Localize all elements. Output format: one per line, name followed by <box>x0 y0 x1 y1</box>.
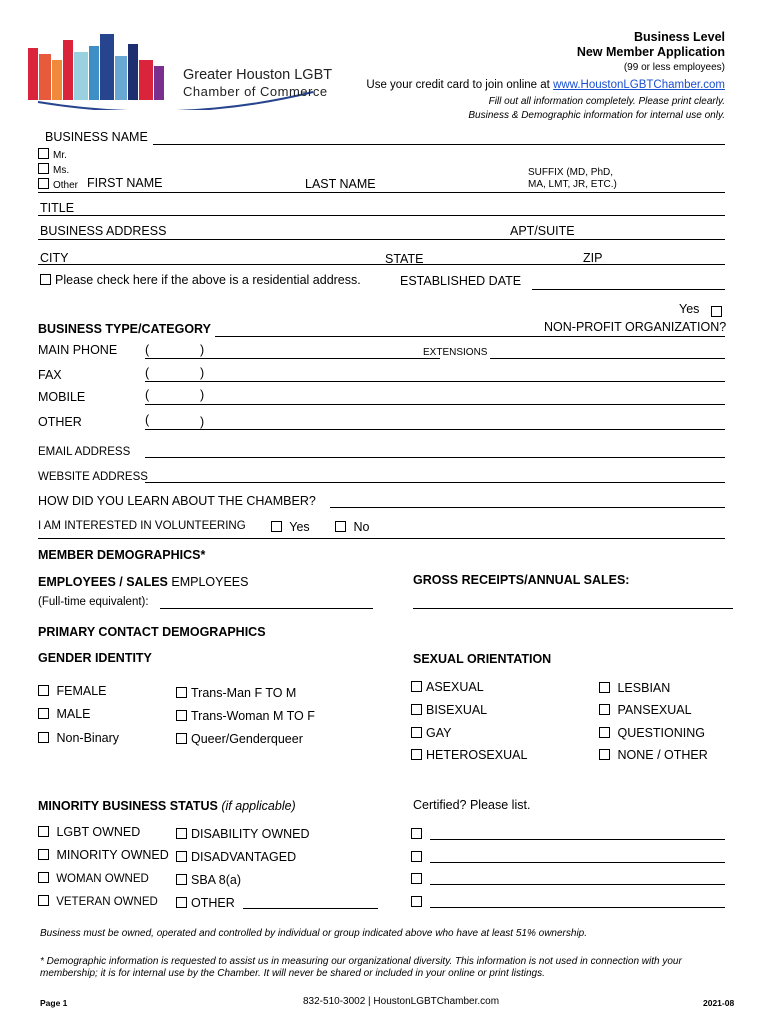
veteran-owned-label: VETERAN OWNED <box>56 896 158 908</box>
lgbt-owned-option[interactable] <box>38 825 140 839</box>
established-date-label: ESTABLISHED DATE <box>400 274 522 288</box>
gay-checkbox[interactable] <box>411 727 422 738</box>
woman-owned-label: WOMAN OWNED <box>56 873 149 885</box>
bisexual-label: BISEXUAL <box>426 703 488 717</box>
ownership-note: Business must be owned, operated and controlled by individual or group indicated above who have at least 51% ownership. <box>40 928 588 939</box>
mobile-close-paren: ) <box>200 388 205 402</box>
pansexual-label: PANSEXUAL <box>617 703 692 717</box>
female-checkbox[interactable] <box>38 685 49 696</box>
email-label: EMAIL ADDRESS <box>38 446 131 458</box>
gender-male-option[interactable] <box>38 707 91 721</box>
salutation-other[interactable] <box>38 178 78 191</box>
extensions-field[interactable] <box>490 358 725 359</box>
orient-lesbian-option[interactable] <box>599 681 670 695</box>
certified-field-2[interactable] <box>430 862 725 863</box>
certified-checkbox-4[interactable] <box>411 896 422 907</box>
website-field[interactable] <box>145 482 725 483</box>
mobile-field[interactable] <box>145 404 725 405</box>
mr-checkbox[interactable] <box>38 148 49 159</box>
woman-owned-option[interactable] <box>38 872 149 885</box>
residential-option[interactable] <box>40 273 361 287</box>
lgbt-owned-checkbox[interactable] <box>38 826 49 837</box>
transwoman-checkbox[interactable] <box>176 710 187 721</box>
main-phone-open-paren: ( <box>145 343 150 357</box>
transman-checkbox[interactable] <box>176 687 187 698</box>
extensions-label: EXTENSIONS <box>423 347 488 358</box>
gross-receipts-label: GROSS RECEIPTS/ANNUAL SALES: <box>413 573 630 587</box>
volunteer-no-checkbox[interactable] <box>335 521 346 532</box>
male-label: MALE <box>56 707 91 721</box>
lesbian-checkbox[interactable] <box>599 682 610 693</box>
gender-transman-option[interactable] <box>176 686 296 700</box>
minority-owned-label: MINORITY OWNED <box>56 848 169 862</box>
male-checkbox[interactable] <box>38 708 49 719</box>
certified-field-1[interactable] <box>430 839 725 840</box>
volunteer-yes-option[interactable] <box>271 520 310 534</box>
nonprofit-question: NON-PROFIT ORGANIZATION? <box>544 320 727 334</box>
gender-transwoman-option[interactable] <box>176 709 315 723</box>
asexual-label: ASEXUAL <box>426 680 484 694</box>
mobile-label: MOBILE <box>38 390 86 404</box>
minority-other-field[interactable] <box>243 908 378 909</box>
city-label: CITY <box>40 251 69 265</box>
certified-field-3[interactable] <box>430 884 725 885</box>
hetero-checkbox[interactable] <box>411 749 422 760</box>
zip-label: ZIP <box>583 251 603 265</box>
logo-line2: Chamber of Commerce <box>183 84 328 99</box>
nonprofit-yes-label: Yes <box>679 302 700 316</box>
gay-label: GAY <box>426 726 452 740</box>
form-title-1: Business Level <box>633 30 725 44</box>
orient-gay-option[interactable] <box>411 726 451 740</box>
main-phone-field[interactable] <box>145 358 440 359</box>
gender-queer-option[interactable] <box>176 732 303 746</box>
main-phone-label: MAIN PHONE <box>38 343 118 357</box>
gender-identity-heading: GENDER IDENTITY <box>38 651 152 665</box>
minority-heading-paren: (if applicable) <box>217 799 296 813</box>
page-number: Page 1 <box>40 998 68 1008</box>
lgbt-owned-label: LGBT OWNED <box>56 825 141 839</box>
ms-checkbox[interactable] <box>38 163 49 174</box>
orient-questioning-option[interactable] <box>599 726 705 740</box>
questioning-label: QUESTIONING <box>617 726 705 740</box>
woman-owned-checkbox[interactable] <box>38 872 49 883</box>
address-field[interactable] <box>38 239 725 240</box>
last-name-label: LAST NAME <box>305 177 376 191</box>
join-text: Use your credit card to join online at <box>366 79 554 91</box>
hetero-label: HETEROSEXUAL <box>426 748 528 762</box>
certified-field-4[interactable] <box>430 907 725 908</box>
established-date-field[interactable] <box>532 289 725 290</box>
business-address-label: BUSINESS ADDRESS <box>40 224 167 238</box>
sba-checkbox[interactable] <box>176 874 187 885</box>
mr-label: Mr. <box>53 150 67 161</box>
minority-owned-checkbox[interactable] <box>38 849 49 860</box>
other-phone-open-paren: ( <box>145 413 150 427</box>
residential-checkbox[interactable] <box>40 274 51 285</box>
minority-other-checkbox[interactable] <box>176 897 187 908</box>
sba-label: SBA 8(a) <box>191 873 242 887</box>
orient-none-option[interactable] <box>599 748 708 762</box>
chamber-logo <box>28 30 333 110</box>
join-online-text <box>366 79 725 91</box>
minority-other-option[interactable] <box>176 896 235 910</box>
nonbinary-label: Non-Binary <box>56 731 120 745</box>
state-label: STATE <box>385 252 424 266</box>
bisexual-checkbox[interactable] <box>411 704 422 715</box>
instruction-2: Business & Demographic information for internal use only. <box>468 110 725 121</box>
transman-label: Trans-Man F TO M <box>191 686 297 700</box>
website-label: WEBSITE ADDRESS <box>38 471 148 483</box>
nonbinary-checkbox[interactable] <box>38 732 49 743</box>
suffix-label-2: MA, LMT, JR, ETC.) <box>528 179 617 190</box>
none-other-label: NONE / OTHER <box>617 748 708 762</box>
other-label: Other <box>53 180 79 191</box>
fax-close-paren: ) <box>200 366 205 380</box>
queer-label: Queer/Genderqueer <box>191 732 303 746</box>
veteran-owned-option[interactable] <box>38 895 158 908</box>
orient-asexual-option[interactable] <box>411 680 484 694</box>
volunteer-yes-checkbox[interactable] <box>271 521 282 532</box>
other-phone-close-paren: ) <box>200 415 205 429</box>
demographics-note-2: membership; it is for internal use by the Chamber. It will never be shared or included in your online or print listings. <box>40 968 545 979</box>
email-field[interactable] <box>145 457 725 458</box>
how-learn-field[interactable] <box>330 507 725 508</box>
logo-line1: Greater Houston LGBT <box>183 67 333 83</box>
other-checkbox[interactable] <box>38 178 49 189</box>
gross-receipts-field[interactable] <box>413 608 733 609</box>
title-field[interactable] <box>38 215 725 216</box>
volunteer-label: I AM INTERESTED IN VOLUNTEERING <box>38 520 246 532</box>
business-name-field[interactable] <box>153 144 725 145</box>
member-demographics-heading: MEMBER DEMOGRAPHICS* <box>38 548 206 562</box>
fax-field[interactable] <box>145 381 725 382</box>
fax-label: FAX <box>38 368 62 382</box>
apt-suite-label: APT/SUITE <box>510 224 575 238</box>
volunteer-no-option[interactable] <box>335 520 369 534</box>
city-state-zip-field[interactable] <box>38 264 725 265</box>
gender-female-option[interactable] <box>38 684 107 698</box>
disability-owned-checkbox[interactable] <box>176 828 187 839</box>
chamber-website-link[interactable]: www.HoustonLGBTChamber.com <box>553 79 725 91</box>
employees-label <box>38 575 248 589</box>
gender-nonbinary-option[interactable] <box>38 731 119 745</box>
certified-checkbox-2[interactable] <box>411 851 422 862</box>
main-phone-close-paren: ) <box>200 343 205 357</box>
certified-checkbox-3[interactable] <box>411 873 422 884</box>
certified-checkbox-1[interactable] <box>411 828 422 839</box>
form-title-2: New Member Application <box>576 45 725 59</box>
disability-owned-label: DISABILITY OWNED <box>191 827 310 841</box>
mobile-open-paren: ( <box>145 388 150 402</box>
veteran-owned-checkbox[interactable] <box>38 895 49 906</box>
queer-checkbox[interactable] <box>176 733 187 744</box>
title-label: TITLE <box>40 201 75 215</box>
minority-owned-option[interactable] <box>38 848 169 862</box>
female-label: FEMALE <box>56 684 107 698</box>
suffix-label-1: SUFFIX (MD, PhD, <box>528 167 614 178</box>
disadvantaged-option[interactable] <box>176 850 296 864</box>
disadvantaged-label: DISADVANTAGED <box>191 850 297 864</box>
none-other-checkbox[interactable] <box>599 749 610 760</box>
instruction-1: Fill out all information completely. Please print clearly. <box>488 96 725 107</box>
volunteer-no-label: No <box>353 520 370 534</box>
questioning-checkbox[interactable] <box>599 727 610 738</box>
footer-contact: 832-510-3002 | HoustonLGBTChamber.com <box>303 996 500 1007</box>
minority-heading-bold: MINORITY BUSINESS STATUS <box>38 799 218 813</box>
lesbian-label: LESBIAN <box>617 681 671 695</box>
nonprofit-yes-checkbox[interactable] <box>711 306 722 317</box>
salutation-ms[interactable] <box>38 163 69 176</box>
orient-bisexual-option[interactable] <box>411 703 487 717</box>
disadvantaged-checkbox[interactable] <box>176 851 187 862</box>
revision-date: 2021-08 <box>703 998 735 1008</box>
pansexual-checkbox[interactable] <box>599 704 610 715</box>
first-name-label: FIRST NAME <box>87 176 163 190</box>
orient-hetero-option[interactable] <box>411 748 527 762</box>
business-type-field[interactable] <box>215 336 725 337</box>
ms-label: Ms. <box>53 165 70 176</box>
business-name-label: BUSINESS NAME <box>45 130 148 144</box>
fte-label: (Full-time equivalent): <box>38 596 149 608</box>
how-learn-label: HOW DID YOU LEARN ABOUT THE CHAMBER? <box>38 494 316 508</box>
certified-label: Certified? Please list. <box>413 798 531 812</box>
volunteer-yes-label: Yes <box>289 520 310 534</box>
primary-contact-heading: PRIMARY CONTACT DEMOGRAPHICS <box>38 625 266 639</box>
disability-owned-option[interactable] <box>176 827 310 841</box>
asexual-checkbox[interactable] <box>411 681 422 692</box>
form-subtitle: (99 or less employees) <box>623 62 725 73</box>
employees-bold: EMPLOYEES / SALES <box>38 575 168 589</box>
other-phone-field[interactable] <box>145 429 725 430</box>
transwoman-label: Trans-Woman M TO F <box>191 709 315 723</box>
sexual-orientation-heading: SEXUAL ORIENTATION <box>413 652 552 666</box>
name-field-line[interactable] <box>38 192 725 193</box>
business-type-label: BUSINESS TYPE/CATEGORY <box>38 322 211 336</box>
sba-option[interactable] <box>176 873 241 887</box>
demographics-note-1: * Demographic information is requested to assist us in measuring our organizational diversity. This information is not used in connection with your <box>40 956 682 967</box>
employees-normal: EMPLOYEES <box>167 575 249 589</box>
salutation-mr[interactable] <box>38 148 67 161</box>
minority-other-label: OTHER <box>191 896 235 910</box>
fax-open-paren: ( <box>145 366 150 380</box>
minority-status-heading <box>38 799 296 813</box>
orient-pansexual-option[interactable] <box>599 703 692 717</box>
fte-field[interactable] <box>160 608 373 609</box>
section-divider <box>38 538 725 539</box>
other-phone-label: OTHER <box>38 415 82 429</box>
residential-label: Please check here if the above is a residential address. <box>55 273 361 287</box>
